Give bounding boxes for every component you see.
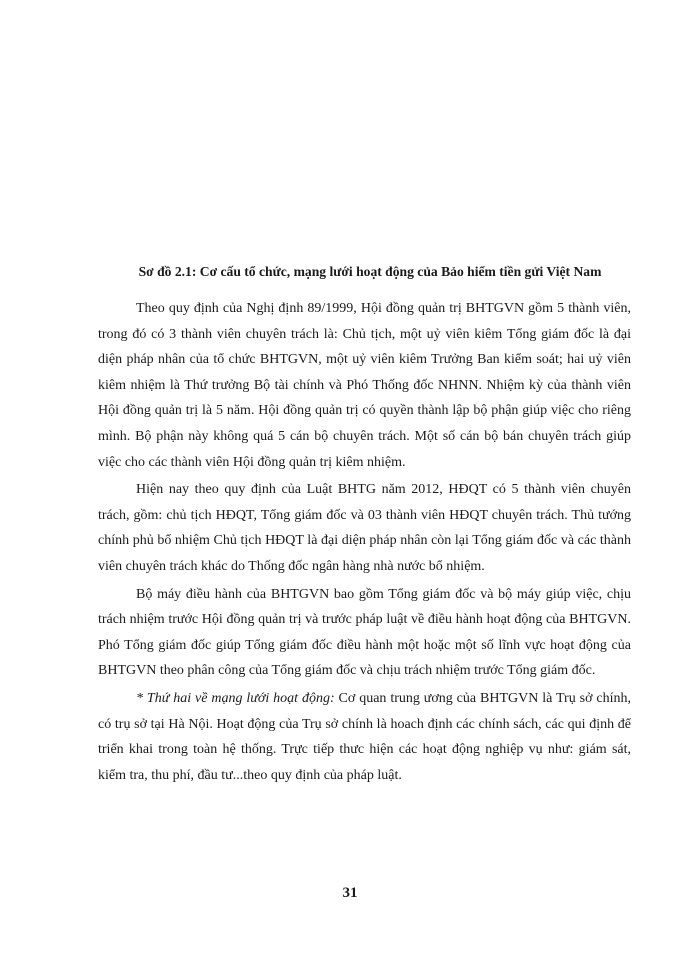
- body-text: [98, 296, 631, 788]
- page-number: 31: [342, 885, 358, 901]
- paragraph-operating-network-text: Cơ quan trung ương của BHTGVN là Trụ sở chính, có trụ sở tại Hà Nội. Hoạt động của Trụ sở chính là hoach định các chính sách, các qui định để triển khai trong toàn hệ thống. Trực tiếp thưc hiện các hoạt động nghiệp vụ như: giám sát, kiểm tra, thu phí, đầu tư...theo quy định của pháp luật.: [98, 690, 631, 783]
- paragraph-board-decree: Theo quy định của Nghị định 89/1999, Hội đồng quản trị BHTGVN gồm 5 thành viên, trong đó có 3 thành viên chuyên trách là: Chủ tịch, một uỷ viên kiêm Tổng giám đốc là đại diện pháp nhân của tổ chức BHTGVN, một uỷ viên kiêm Trưởng Ban kiểm soát; hai uỷ viên kiêm nhiệm là Thứ trưởng Bộ tài chính và Phó Thống đốc NHNN. Nhiệm kỳ của thành viên Hội đồng quản trị là 5 năm. Hội đồng quản trị có quyền thành lập bộ phận giúp việc cho riêng mình. Bộ phận này không quá 5 cán bộ chuyên trách. Một số cán bộ bán chuyên trách giúp việc cho các thành viên Hội đồng quản trị kiêm nhiệm.: [98, 301, 631, 470]
- paragraph-operating-network: [98, 686, 631, 788]
- diagram-caption: Sơ đồ 2.1: Cơ cấu tổ chức, mạng lưới hoạt động của Bảo hiểm tiền gửi Việt Nam: [138, 264, 602, 279]
- paragraph-board-law-2012: Hiện nay theo quy định của Luật BHTG năm 2012, HĐQT có 5 thành viên chuyên trách, gồm: chủ tịch HĐQT, Tổng giám đốc và 03 thành viên HĐQT chuyên trách. Thủ tướng chính phủ bổ nhiệm Chủ tịch HĐQT là đại diện pháp nhân còn lại Tổng giám đốc và các thành viên chuyên trách khác do Thống đốc ngân hàng nhà nước bổ nhiệm.: [98, 482, 631, 574]
- paragraph-lead-italic: * Thứ hai về mạng lưới hoạt động:: [136, 690, 335, 706]
- paragraph-executive-apparatus: Bộ máy điều hành của BHTGVN bao gồm Tổng giám đốc và bộ máy giúp việc, chịu trách nhiệm trước Hội đồng quản trị và trước pháp luật về điều hành hoạt động của BHTGVN. Phó Tổng giám đốc giúp Tổng giám đốc điều hành một hoặc một số lĩnh vực hoạt động của BHTGVN theo phân công của Tổng giám đốc và chịu trách nhiệm trước Tổng giám đốc.: [98, 586, 631, 679]
